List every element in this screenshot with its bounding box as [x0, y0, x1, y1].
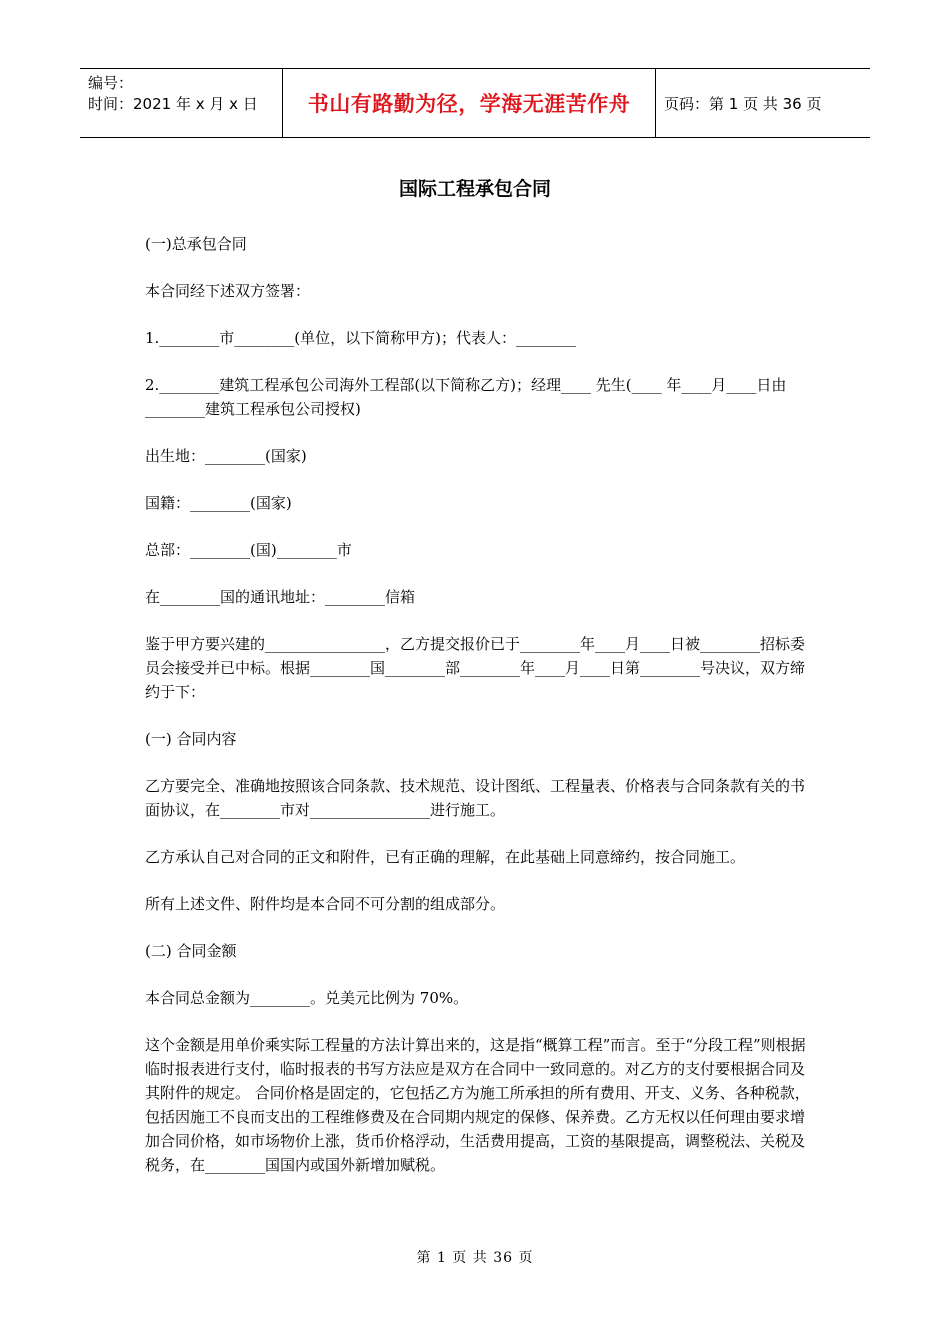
header-meta	[80, 69, 282, 137]
paragraph: 本合同经下述双方签署：	[145, 282, 311, 300]
document-number-label: 编号：	[88, 74, 134, 92]
paragraph: 这个金额是用单价乘实际工程量的方法计算出来的，这是指“概算工程”而言。至于“分段工程”则根据临时报表进行支付，临时报表的书写方法应是双方在合同中一致同意的。对乙方的支付要根据合同及其附件的规定。 合同价格是固定的，它包括乙方为施工所承担的所有费用、开支、义务、各种税款，包括因施工不良而支出的工程维修费及在合同期内规定的保修、保养费。乙方无权以任何理由要求增加合同价格，如市场物价上涨，货币价格浮动，生活费用提高，工资的基限提高，调整税法、关税及税务，在________国国内或国外新增加赋税。	[145, 1036, 810, 1174]
document-date: 时间：2021 年 x 月 x 日	[88, 95, 258, 113]
paragraph: 在________国的通讯地址：________信箱	[145, 588, 416, 606]
paragraph: 乙方承认自己对合同的正文和附件，已有正确的理解，在此基础上同意缔约，按合同施工。	[145, 848, 746, 866]
page-footer: 第 1 页 共 36 页	[416, 1250, 534, 1266]
paragraph: 2.________建筑工程承包公司海外工程部(以下简称乙方)；经理____ 先生(____ 年____月____日由________建筑工程承包公司授权)	[145, 376, 787, 418]
paragraph: 本合同总金额为________。兑美元比例为 70%。	[145, 989, 469, 1007]
section-heading: (二) 合同金额	[145, 942, 237, 960]
paragraph: 乙方要完全、准确地按照该合同条款、技术规范、设计图纸、工程量表、价格表与合同条款有关的书面协议，在________市对________________进行施工。	[145, 777, 806, 819]
paragraph: 鉴于甲方要兴建的________________，乙方提交报价已于________年____月____日被________招标委员会接受并已中标。根据________国________部________年____月____日第________号决议，双方缔约于下：	[145, 635, 806, 701]
document-body	[145, 232, 810, 1200]
paragraph: 1.________市________(单位，以下简称甲方)；代表人：________	[145, 329, 577, 347]
document-title: 国际工程承包合同	[398, 178, 551, 200]
paragraph: 国籍：________(国家)	[145, 494, 292, 512]
paragraph: 出生地：________(国家)	[145, 447, 307, 465]
header-page-info: 页码：第 1 页 共 36 页	[664, 94, 822, 113]
paragraph: 总部：________(国)________市	[145, 541, 352, 559]
page-header	[80, 68, 870, 138]
section-heading: (一) 合同内容	[145, 730, 237, 748]
paragraph: (一)总承包合同	[145, 235, 247, 253]
paragraph: 所有上述文件、附件均是本合同不可分割的组成部分。	[145, 895, 506, 913]
header-motto: 书山有路勤为径，学海无涯苦作舟	[282, 69, 656, 137]
